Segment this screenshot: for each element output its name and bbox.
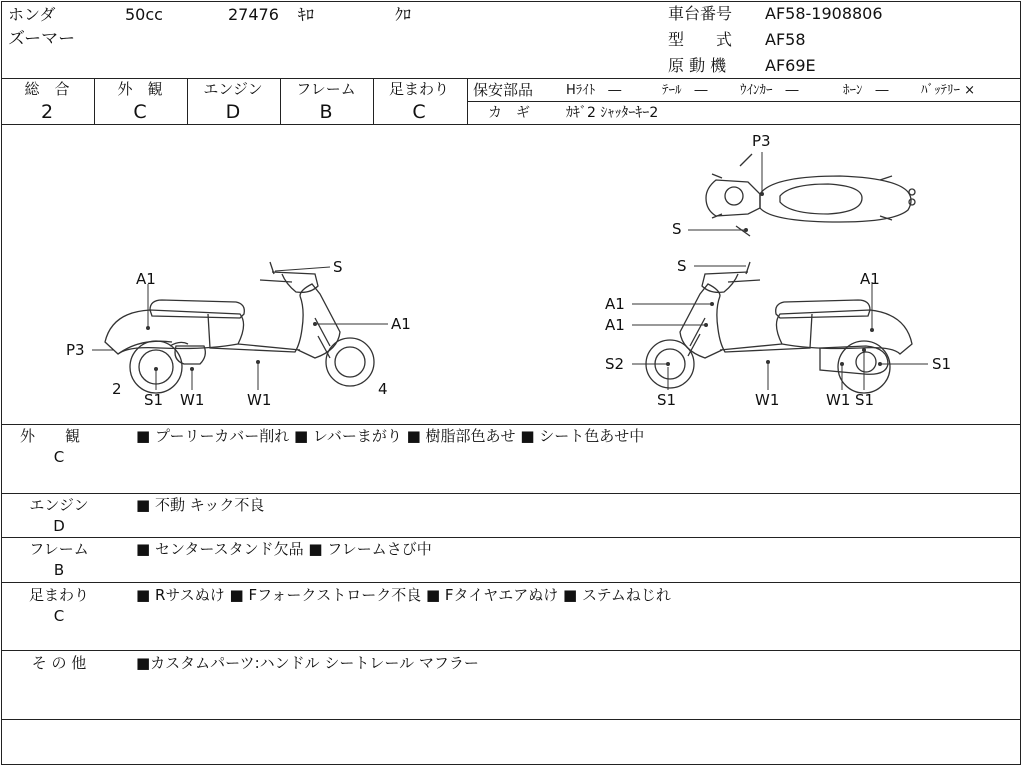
safety-winker: ｳｲﾝｶｰ ―	[740, 83, 799, 98]
grade-engine-value: D	[225, 101, 241, 123]
frame-no: AF58-1908806	[765, 4, 883, 23]
remark-frame-text: ■ センタースタンド欠品 ■ フレームさび中	[136, 540, 432, 558]
remark-frame-grade: B	[53, 561, 65, 579]
mark-label: S1	[855, 391, 875, 409]
engine-label: 原 動 機	[668, 56, 727, 75]
safety-tail: ﾃｰﾙ ―	[662, 83, 708, 98]
remark-engine-grade: D	[53, 517, 65, 535]
frame-no-label: 車台番号	[668, 4, 733, 23]
mark-label: S1	[144, 391, 164, 409]
safety-battery: ﾊﾞｯﾃﾘｰ ×	[921, 83, 976, 98]
grade-suspension-label: 足まわり	[388, 80, 449, 98]
grade-frame-value: B	[319, 101, 333, 123]
leader-lines	[92, 152, 928, 390]
mark-label: S	[672, 220, 682, 238]
mileage-unit: ｷﾛ	[298, 5, 315, 24]
divider	[467, 101, 1021, 102]
mark-label: P3	[66, 341, 85, 359]
mark-label: W1	[180, 391, 205, 409]
remark-appearance-text: ■ プーリーカバー削れ ■ レバーまがり ■ 樹脂部色あせ ■ シート色あせ中	[136, 427, 645, 445]
model-name: ズーマー	[8, 29, 76, 49]
grade-overall-label: 総 合	[24, 80, 70, 98]
mark-label: W1	[247, 391, 272, 409]
scooter-diagram	[0, 124, 1024, 424]
mark-label: S1	[932, 355, 952, 373]
scooter-top-view	[706, 154, 915, 236]
divider	[1, 650, 1021, 651]
remark-frame-label: フレーム	[29, 540, 89, 558]
mark-label: W1	[755, 391, 780, 409]
mark-label: A1	[860, 270, 880, 288]
grade-suspension-value: C	[412, 101, 426, 123]
divider	[1, 719, 1021, 720]
mark-label: A1	[136, 270, 156, 288]
remark-appearance-grade: C	[53, 448, 65, 466]
mark-label: A1	[391, 315, 411, 333]
mark-label: S2	[605, 355, 625, 373]
marker-dots	[146, 192, 882, 371]
mark-label: 2	[112, 380, 122, 398]
remark-suspension-text: ■ Rサスぬけ ■ Fフォークストローク不良 ■ Fタイヤエアぬけ ■ ステムねじれ	[136, 586, 671, 604]
divider	[1, 582, 1021, 583]
mark-label: S	[677, 257, 687, 275]
divider	[1, 493, 1021, 494]
engine-value: AF69E	[765, 56, 816, 75]
divider	[1, 424, 1021, 425]
body-color: ｸﾛ	[395, 5, 412, 24]
remark-other-text: ■カスタムパーツ:ハンドル シートレール マフラー	[136, 654, 479, 672]
mark-label: A1	[605, 316, 625, 334]
remark-suspension-grade: C	[53, 607, 65, 625]
mark-label: 4	[378, 380, 388, 398]
grade-appearance-value: C	[133, 101, 147, 123]
remark-suspension-label: 足まわり	[28, 586, 89, 604]
type-label: 型 式	[668, 30, 733, 49]
mark-label: S1	[657, 391, 677, 409]
grade-overall-value: 2	[40, 101, 54, 123]
remark-other-label: そ の 他	[31, 654, 87, 672]
grade-engine-label: エンジン	[203, 80, 263, 98]
mark-label: S	[333, 258, 343, 276]
remark-engine-text: ■ 不動 キック不良	[136, 496, 265, 514]
remark-engine-label: エンジン	[29, 496, 89, 514]
safety-parts-label: 保安部品	[473, 81, 534, 99]
grade-appearance-label: 外 観	[117, 80, 163, 98]
mark-label: A1	[605, 295, 625, 313]
divider	[1, 78, 1021, 79]
key-label: カ ギ	[488, 105, 530, 121]
key-value: ｶｷﾞ2 ｼｬｯﾀｰｷｰ2	[566, 105, 659, 121]
mileage: 27476	[228, 5, 279, 24]
divider	[1, 537, 1021, 538]
type-value: AF58	[765, 30, 806, 49]
divider	[467, 78, 468, 124]
mark-label: W1	[826, 391, 851, 409]
grade-frame-label: フレーム	[296, 80, 356, 98]
mark-label: P3	[752, 132, 771, 150]
safety-horn: ﾎｰﾝ ―	[843, 83, 889, 98]
remark-appearance-label: 外 観	[19, 427, 80, 445]
displacement: 50cc	[125, 5, 163, 24]
safety-headlight: Hﾗｲﾄ ―	[566, 83, 622, 98]
maker-name: ホンダ	[8, 5, 56, 24]
